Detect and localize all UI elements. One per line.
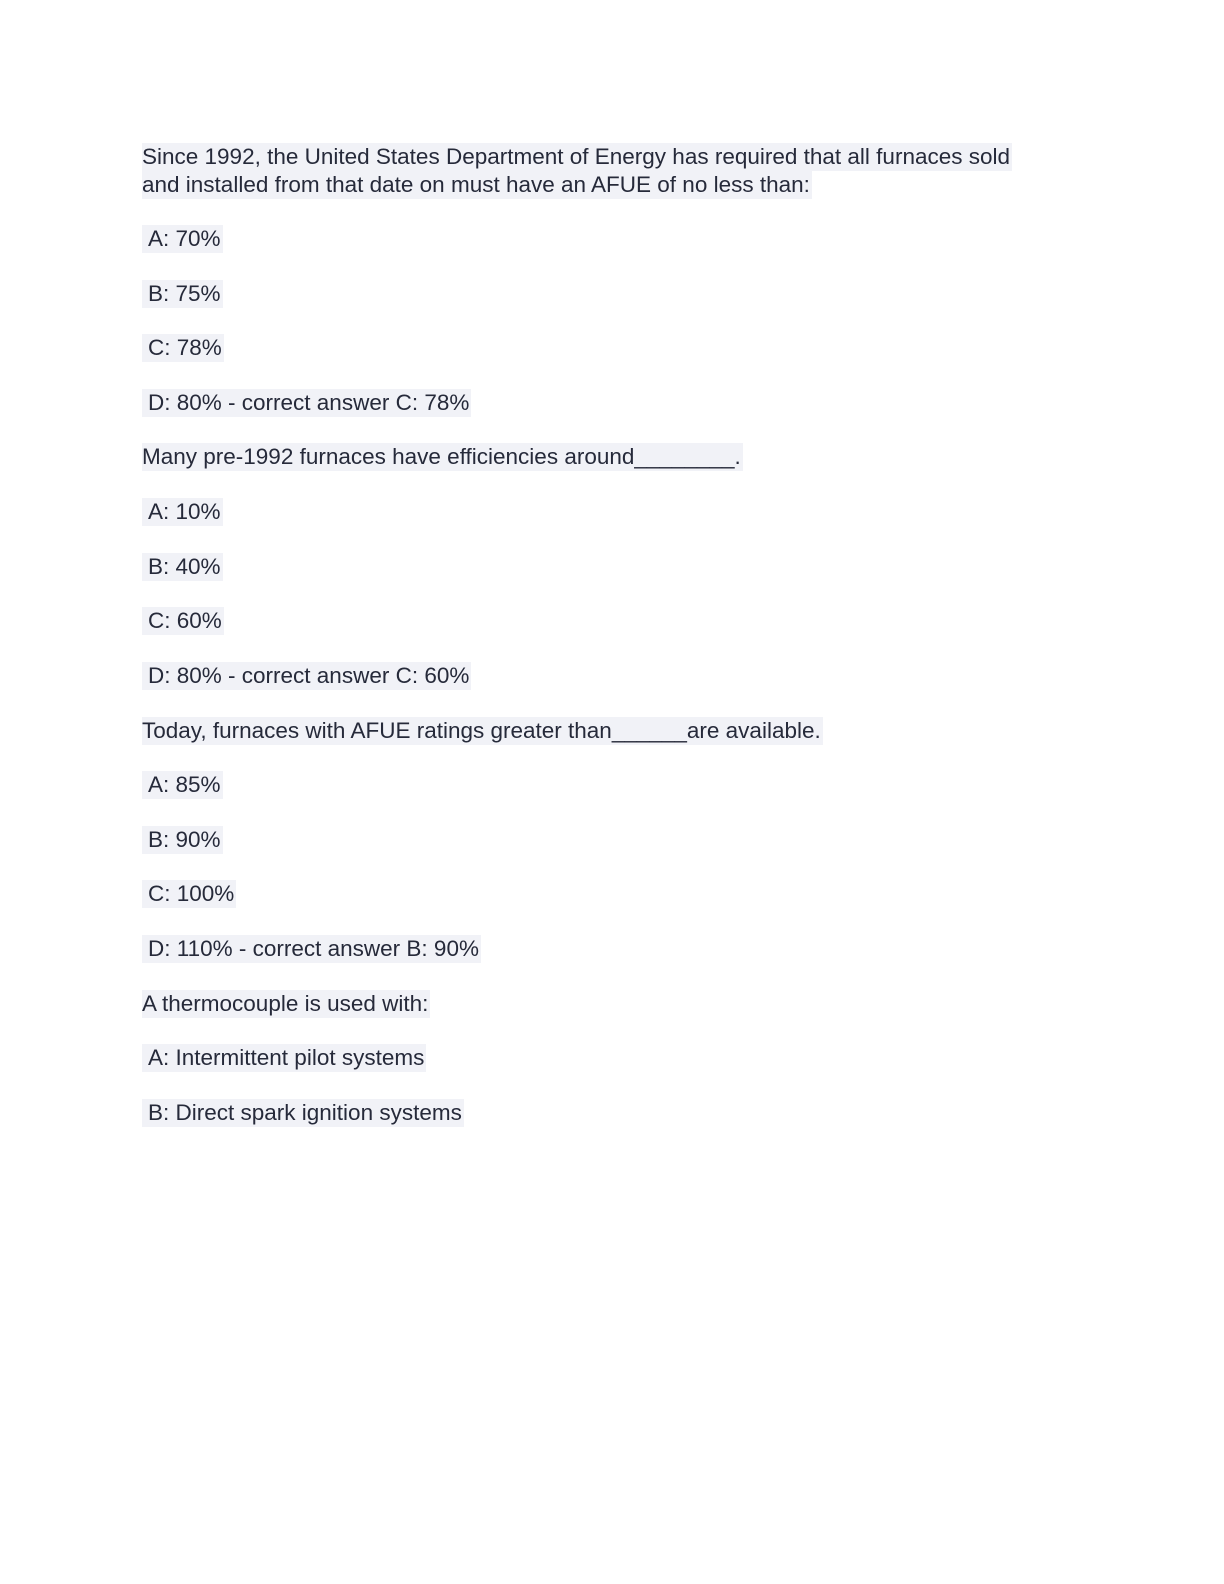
- answer-option: A: 70%: [142, 225, 223, 253]
- answer-option: C: 100%: [142, 880, 236, 908]
- answer-option: D: 80% - correct answer C: 78%: [142, 389, 471, 417]
- answer-option: D: 80% - correct answer C: 60%: [142, 662, 471, 690]
- question-text: A thermocouple is used with:: [142, 991, 429, 1016]
- answer-option: A: Intermittent pilot systems: [142, 1044, 426, 1072]
- answer-option: A: 10%: [142, 498, 223, 526]
- answer-option: B: Direct spark ignition systems: [142, 1099, 464, 1127]
- answer-option: B: 90%: [142, 826, 223, 854]
- question-text: Today, furnaces with AFUE ratings greater than______are available.: [142, 718, 821, 743]
- answer-option: A: 85%: [142, 771, 223, 799]
- answer-option: B: 75%: [142, 280, 223, 308]
- answer-option: C: 60%: [142, 607, 224, 635]
- answer-option: C: 78%: [142, 334, 224, 362]
- question-text: Many pre-1992 furnaces have efficiencies around________.: [142, 444, 741, 469]
- answer-option: B: 40%: [142, 553, 223, 581]
- answer-option: D: 110% - correct answer B: 90%: [142, 935, 481, 963]
- question-text: Since 1992, the United States Department of Energy has required that all furnaces sold: [142, 144, 1011, 169]
- question-text: and installed from that date on must have an AFUE of no less than:: [142, 172, 810, 197]
